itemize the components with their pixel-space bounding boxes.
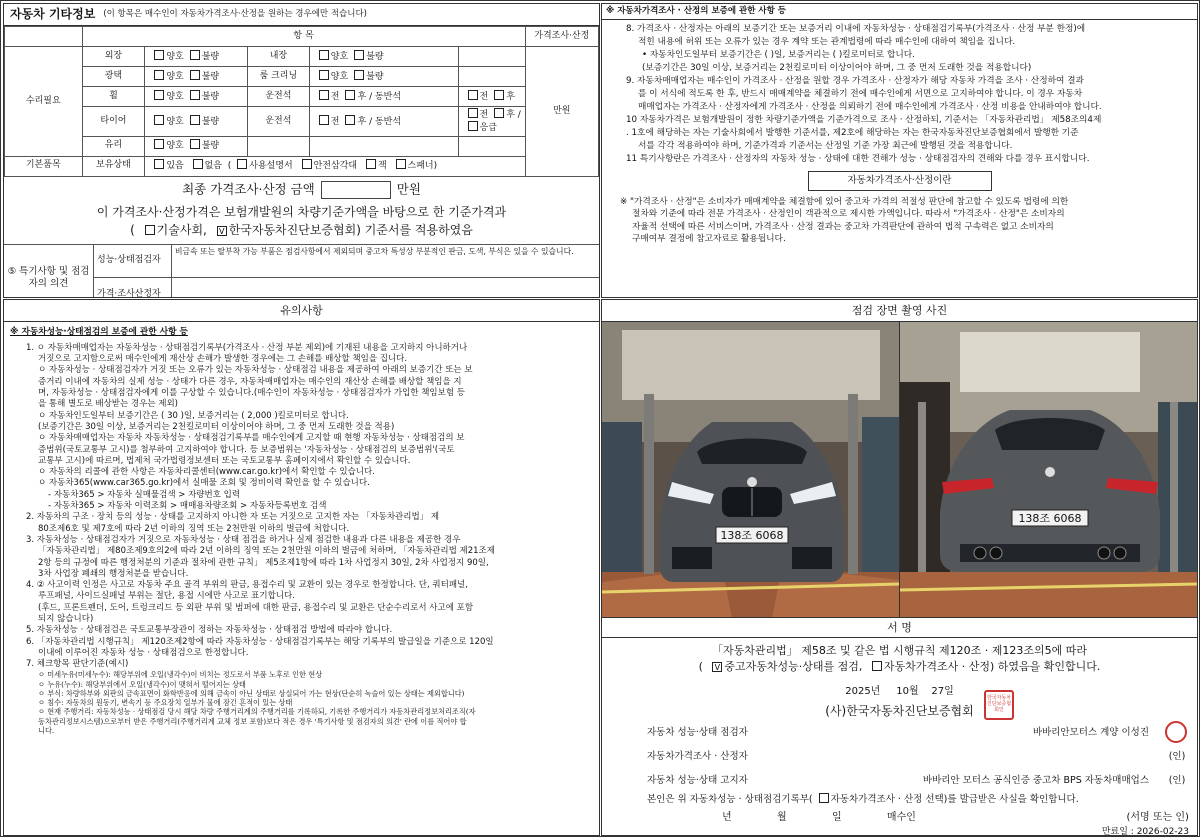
final-price-input[interactable] [321, 181, 391, 199]
checkbox[interactable] [154, 70, 164, 80]
row-label-room-cleaning: 룸 크리닝 [247, 67, 309, 87]
notes-subtitle: ※ 자동차성능·상태점검의 보증에 관한 사항 등 [10, 327, 188, 337]
note-line: ㅇ 누유(누수): 해당부위에서 오일(냉각수)이 맺혀서 떨어지는 상태 [38, 679, 246, 689]
note-line: (후드, 프론트펜더, 도어, 트렁크리드 등 외판 부위 및 범퍼에 대한 판금, 용접수리 및 교환은 단순수리로서 사고에 포함 [38, 602, 474, 613]
checkbox[interactable] [190, 139, 200, 149]
note-line: ㅇ 부식: 차량하부와 외판의 금속표면이 화학반응에 의해 금속이 아닌 상태로 상실되어 가는 현상(단순히 녹슬어 있는 상태는 제외합니다) [38, 688, 465, 698]
other-info-table: 항 목 가격조사·산정 수리필요 외장 양호 불량 내장 양호 불량 만원 광택 양호 불량 룸 크리닝 양호 불량 휠 양호 불량 운전석 전 후 / 동반석 전 후 타이어 양호 불량 운전석 전 후 / 동반석 전 후 /응급 유리 양호 불량 기본품목 보유상태 있음 없음 ( 사용설명서 안전삼각대 잭 스패너) [4, 26, 599, 177]
standard-line-1: 이 가격조사·산정가격은 보험개발원의 차량기준가액을 바탕으로 한 기준가격과 [96, 204, 507, 219]
checkbox[interactable] [154, 90, 164, 100]
note-line: 5. 자동차성능 · 상태점검은 국토교통부장관이 정하는 자동차성능 · 상태점검 방법에 따라야 합니다. [26, 625, 393, 636]
note-line: - 자동차365 > 자동차 실매물검색 > 자량번호 입력 [48, 489, 241, 500]
price-definition-title: 자동차가격조사·산정이란 [808, 171, 992, 191]
checkbox[interactable] [345, 115, 355, 125]
signature-row-inspector: 자동차 성능·상태 점검자 바바리안모터스 계양 이성진 [602, 723, 1197, 743]
note-line: 「자동차관리법」 제80조제9호의2에 따라 2년 이하의 징역 또는 2천만원 이하의 벌금에 처하며, 「자동차관리법 제21조제 [38, 546, 495, 557]
association-seal-icon: 한국자동차진단보증협회인 [984, 690, 1014, 720]
opinion-label: ⑤ 특기사항 및 점검자의 의견 [4, 245, 94, 299]
note-line: 3차 사업장 폐쇄의 행정처분을 받습니다. [38, 568, 189, 579]
note-line: ㅇ 자동차의 리콜에 관한 사항은 자동차리콜센터(www.car.go.kr)에서 확인할 수 있습니다. [38, 467, 375, 478]
checkbox[interactable] [154, 159, 164, 169]
note-line: 루프패널, 사이드실패널 부위는 절단, 용접 시에만 사고로 표기합니다. [38, 591, 295, 602]
repair-label: 수리필요 [5, 47, 83, 157]
perf-inspector-label: 성능·상태점검자 [94, 245, 172, 278]
driver-side-label: 운전석 [247, 87, 309, 107]
checkbox[interactable] [494, 90, 504, 100]
basic-items-label: 기본품목 [5, 156, 83, 176]
note-line: ㅇ 자동차매매업자는 자동차 자동차성능 · 상태점검기록부를 매수인에게 고지할 때 현행 자동차성능 · 상태점검의 보 [38, 433, 465, 444]
checkbox[interactable] [154, 115, 164, 125]
row-label-tire: 타이어 [82, 107, 145, 137]
checkbox[interactable] [302, 159, 312, 169]
note-line: ㅇ 자동차인도일부터 보증기간은 ( 30 )일, 보증거리는 ( 2,000 )킬로미터로 합니다. [38, 410, 349, 421]
note-line: 니다. [38, 725, 55, 735]
notes-section [3, 299, 600, 836]
signature-block [602, 644, 1197, 836]
front-plate-text: 138조 6068 [720, 529, 784, 542]
checkbox[interactable] [366, 159, 376, 169]
row-label-interior: 내장 [247, 47, 309, 67]
organization-name: (사)한국자동차진단보증협회 한국자동차진단보증협회인 [602, 704, 1197, 719]
buyer-confirmation: 본인은 위 자동차성능 · 상태점검기록부( 자동차가격조사 · 산정 선택)를 발급받은 사실을 확인합니다. [647, 794, 1079, 805]
checkbox[interactable] [319, 70, 329, 80]
row-label-glass: 유리 [82, 136, 145, 156]
note-line: 동차관리정보시스템)으로부터 받은 주행거리(주행거리계 교체 정보 포함)보다 적은 경우 '특기사항 및 점검자의 의견' 란에 이를 적어야 합 [38, 716, 467, 726]
standard-line-2: ( 기술사회, V 한국자동차진단보증협회) 기준서를 적용하였음 [4, 223, 599, 238]
note-line: 증범위(국토교통부 고시)를 첨부하여 고지하여야 합니다. 등 보증범위는 '자동차성능 · 상태점검의 보증범위'(국토 [38, 444, 455, 455]
checkbox[interactable] [494, 108, 504, 118]
confirmation-line: ( V 중고자동차성능·상태를 점검, 자동차가격조사 · 산정) 하였음을 확인합니다. [602, 660, 1197, 674]
checkbox[interactable] [345, 90, 355, 100]
row-label-exterior: 외장 [82, 47, 145, 67]
note-line: 1. ㅇ 자동차매매업자는 자동차성능 · 상태점검기록부(가격조사 · 산정 부분 제외)에 기재된 내용을 고지하지 아니하거나 [26, 342, 468, 353]
opinion-box [4, 244, 599, 299]
note-line: 되지 않습니다) [38, 614, 94, 624]
note-line: 2. 자동차의 구조 · 장치 등의 성능 · 상태를 고지하지 아니한 자 또는 거짓으로 고지한 자는 「자동차관리법」 제 [26, 512, 440, 523]
price-definition-text: ※ "가격조사 · 산정"은 소비자가 매매계약을 체결함에 있어 중고차 가격의 적절성 판단에 참고할 수 있도록 법령에 의한 절차와 기준에 따라 전문 가격조사 · 산정인이 객관적으로 제시한 가액입니다. 따라서 "가격조사 · 산정"은 소비자의 자율적 선택에 따른 서비스이며, 가격조사 · 산정 결과는 중고차 가격판단에 관하여 법적 구속력은 없고 소비자의 구매여부 결정에 참고자료로 활용됩니다. [620, 196, 1069, 244]
checkbox[interactable] [154, 139, 164, 149]
expiry-date: 만료일 : 2026-02-23 [1101, 826, 1189, 836]
checkbox[interactable] [354, 70, 364, 80]
checkbox[interactable] [319, 50, 329, 60]
price-unit: 만원 [525, 47, 598, 177]
note-line: ㅇ 자동차성능 · 상태점검자가 거짓 또는 오류가 있는 자동차성능 · 상태점검 내용을 제공하여 아래의 보증기간 또는 보 [38, 365, 473, 376]
price-assessor-label: 가격·조사산정자 [94, 278, 172, 298]
signature-row-notifier: 자동차 성능·상태 고지자 바바리안 모터스 공식인증 중고차 BPS 자동차매매업스 (인) [647, 775, 1186, 787]
legal-basis-line: 「자동차관리법」 제58조 및 같은 법 시행규칙 제120조 · 제123조의5에 따라 [712, 644, 1087, 657]
photos-title: 점검 장면 촬영 사진 [602, 300, 1197, 322]
inspector-seal-icon [1165, 721, 1187, 743]
col-price-header: 가격조사·산정 [525, 27, 598, 47]
final-price-line: 최종 가격조사·산정 금액 만원 [4, 181, 599, 199]
checkbox[interactable] [468, 90, 478, 100]
inspection-photos [602, 322, 1197, 618]
row-label-wheel: 휠 [82, 87, 145, 107]
note-line: 거짓으로 고지함으로써 매수인에게 재산상 손해가 발생한 경우에는 그 손해를 배상할 책임을 집니다. [38, 354, 408, 365]
note-line: 을 통해 별도로 배상받는 경우는 제외) [38, 399, 178, 410]
checkbox[interactable] [190, 70, 200, 80]
checkbox[interactable] [193, 159, 203, 169]
note-line: ㅇ 침수: 자동차의 원동기, 변속기 등 주요장치 일부가 물에 잠긴 흔적이 있는 상태 [38, 698, 293, 708]
note-line: 6. 「자동차관리법 시행규칙」 제120조제2항에 따라 자동차성능 · 상태점검기록부는 해당 기록부의 발급일을 기준으로 120일 [26, 636, 494, 647]
col-item-header: 항 목 [82, 27, 525, 47]
row-label-holding: 보유상태 [82, 156, 145, 176]
car-rear-photo [900, 322, 1197, 617]
note-line: ㅇ 자동차365(www.car365.go.kr)에서 실매물 조회 및 정비이력 확인을 할 수 있습니다. [38, 478, 370, 489]
rear-plate-text: 138조 6068 [1018, 512, 1082, 525]
note-line: 7. 체크항목 판단기준(예시) [26, 659, 129, 670]
buyer-date-line: 년 월 일 매수인 (서명 또는 인) [722, 811, 1189, 823]
note-line: - 자동차365 > 자동차 이력조회 > 매매용차량조회 > 자동차등록번호 검색 [48, 501, 327, 512]
notes-list [4, 340, 599, 735]
note-line: 교통부 고시)에 따르며, 법제처 국가법령정보센터 또는 국토교통부 홈페이지에서 확인할 수 있습니다. [38, 455, 411, 466]
note-line: 며, 자동차성능 · 상태점검자에게 이를 구상할 수 있습니다.(매수인이 자동차성능 · 상태점검자가 가입한 책임보험 등 [38, 388, 465, 399]
checkbox[interactable] [468, 108, 478, 118]
photos-and-signature-section [601, 299, 1198, 836]
section-title [4, 4, 599, 26]
signature-title: 서 명 [602, 618, 1197, 638]
checkbox-checked[interactable] [712, 662, 722, 672]
checkbox[interactable] [319, 90, 329, 100]
title-text: 자동차 기타정보 [10, 7, 96, 21]
row-label-polish: 광택 [82, 67, 145, 87]
note-line: 4. ② 사고이력 인정은 사고로 자동차 주요 골격 부위의 판금, 용접수리 및 교환이 있는 경우로 한정합니다. 단, 쿼터패널, [26, 580, 468, 591]
car-front-photo [602, 322, 900, 617]
price-assessor-opinion [172, 278, 599, 298]
note-line: 이내에 이루어진 자동차 성능 · 상태점검으로 한정합니다. [38, 647, 249, 658]
title-note: (이 항목은 매수인이 자동차가격조사·산정을 원하는 경우에만 적습니다) [103, 9, 367, 20]
inspection-date: 2025년 10월 27일 [845, 685, 954, 697]
note-line: ㅇ 현재 주행거리: 자동차성능 · 상태점검 당시 해당 차량 주행거리계의 주행거리를 기록하되, 기록한 주행거리가 자동차관리정보처리조직(자 [38, 707, 476, 717]
section-header: ※ 자동차가격조사 · 산정의 보증에 관한 사항 등 [602, 4, 1197, 20]
note-line: 증거리 이내에 자동차의 실제 성능 · 상태가 다른 경우, 자동차매매업자는 매수인의 재산상 손해를 배상할 책임을 지 [38, 376, 462, 387]
note-line: 80조제6호 및 제7호에 따라 2년 이하의 징역 또는 2천만원 이하의 벌금에 처합니다. [38, 523, 350, 534]
checkbox-checked[interactable] [217, 226, 227, 236]
signature-row-assessor: 자동차가격조사 · 산정자 (인) [647, 751, 1186, 763]
vehicle-other-info-section [3, 3, 600, 298]
checkbox[interactable] [872, 661, 882, 671]
checkbox[interactable] [468, 121, 478, 131]
checkbox[interactable] [819, 793, 829, 803]
checkbox[interactable] [190, 115, 200, 125]
checkbox[interactable] [237, 159, 247, 169]
note-line: 3. 자동차성능 · 상태점검자가 거짓으로 자동차성능 · 상태 점검을 하거나 실제 점검한 내용과 다른 내용을 제공한 경우 [26, 534, 461, 545]
price-guarantee-section [601, 3, 1198, 298]
checkbox[interactable] [154, 50, 164, 60]
notes-title: 유의사항 [4, 300, 599, 322]
driver-side-label: 운전석 [247, 107, 309, 137]
guarantee-text: 8. 가격조사 · 산정자는 아래의 보증기간 또는 보증거리 이내에 자동차성능 · 상태점검기록부(가격조사 · 산정 부분 한정)에 적힌 내용에 허위 또는 오류가 있는 경우 계약 또는 관계법령에 따라 매수인에 대하여 책임을 집니다. • 자동차인도일부터 보증기간은 ( )일, 보증거리는 ( )킬로미터로 합니다. (보증기간은 30일 이상, 보증거리는 2천킬로미터 이상이어야 하며, 그 중 먼저 도래한 것을 적용합니다) 9. 자동차매매업자는 매수인이 가격조사 · 산정을 원할 경우 가격조사 · 산정자가 해당 자동차 가격을 조사 · 산정하여 결과 를 이 서식에 적도록 한 후, 반드시 매매계약을 체결하기 전에 매수인에게 서면으로 고지하여야 합니다. 이 경우 자동차 매매업자는 가격조사 · 산정자에게 가격조사 · 산정을 의뢰하기 전에 매수인에게 가격조사 · 산정 비용을 안내하여야 합니다. 10 자동차가격은 보험개발원이 정한 차량기준가액을 기준가격으로 조사 · 산정하되, 기준서는 「자동차관리법」 제58조의4제 . 1호에 해당하는 자는 기술사회에서 발행한 기준서를, 제2호에 해당하는 자는 한국자동차진단보증협회에서 발행한 기준 서를 각각 적용하여야 하며, 기준가격과 기준서는 산정일 기준 가장 최근에 발행된 것을 적용합니다. 11 특기사항란은 가격조사 · 산정자의 자동차 성능 · 상태에 대한 견해가 성능 · 상태점검자의 견해와 다를 경우 표시합니다. [626, 24, 1102, 164]
checkbox[interactable] [190, 90, 200, 100]
checkbox[interactable] [396, 159, 406, 169]
checkbox[interactable] [190, 50, 200, 60]
checkbox[interactable] [319, 115, 329, 125]
checkbox[interactable] [354, 50, 364, 60]
perf-inspector-opinion: 비금속 또는 탈부착 가능 부품은 점검사항에서 제외되며 중고차 특성상 부분적인 판금, 도색, 부식은 있을 수 있습니다. [175, 246, 574, 256]
note-line: 2항 등의 규정에 따른 행정처분의 기준과 절차에 관한 규칙」 제5조제1항에 따라 1차 사업정지 30일, 2차 사업정지 90일, [38, 557, 489, 568]
note-line: (보증기간은 30일 이상, 보증거리는 2천킬로미터 이상이어야 하며, 그 중 먼저 도래한 것을 적용) [38, 421, 395, 432]
note-line: ㅇ 미세누유(미세누수): 해당부위에 오일(냉각수)이 비치는 정도로서 부품 노후로 인한 현상 [38, 670, 323, 680]
checkbox[interactable] [145, 225, 155, 235]
